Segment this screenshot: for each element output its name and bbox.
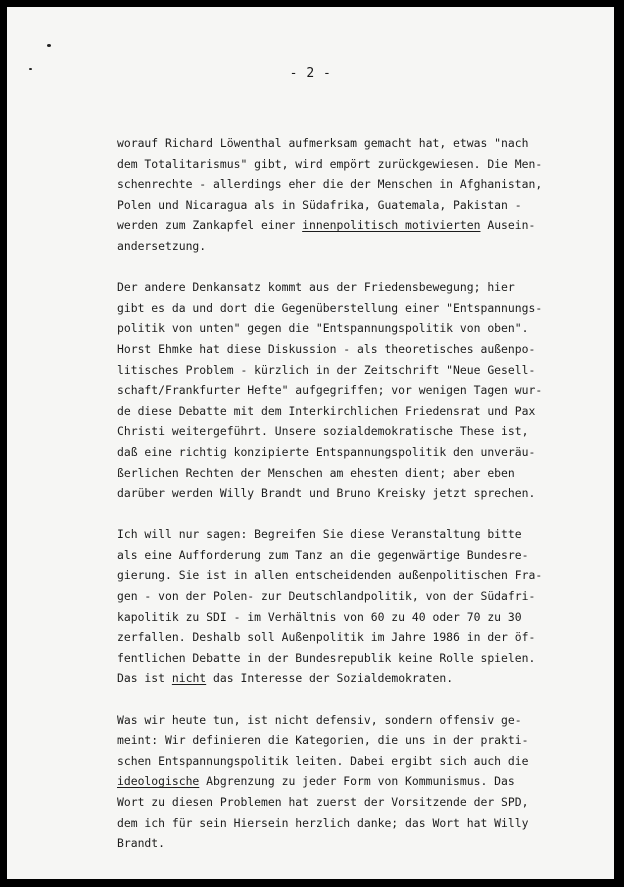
body-text (117, 133, 587, 874)
text-line: de diese Debatte mit dem Interkirchlichen Friedensrat und Pax (117, 403, 536, 418)
paragraph-2 (117, 277, 587, 504)
text-segment: Abgrenzung zu jeder Form von Kommunismus. Das (199, 774, 515, 789)
text-line: ßerlichen Rechten der Menschen am ehesten dient; aber eben (117, 465, 515, 480)
text-line: Wort zu diesen Problemen hat zuerst der Vorsitzende der SPD, (117, 795, 529, 809)
text-segment: Ausein- (480, 218, 536, 233)
text-line: dem Totalitarismus" gibt, wird empört zurückgewiesen. Die Men- (117, 156, 543, 171)
text-segment: Das ist (117, 671, 172, 686)
text-segment: werden zum Zankapfel einer (117, 218, 303, 233)
underlined-text: ideologische (117, 774, 200, 789)
scan-speck (47, 44, 51, 47)
text-line: schen Entspannungspolitik leiten. Dabei ergibt sich auch die (117, 753, 529, 768)
underlined-text: nicht (171, 671, 207, 686)
text-line (117, 668, 587, 689)
text-line: meint: Wir definieren die Kategorien, die uns in der prakti- (117, 733, 529, 748)
paragraph-4 (117, 710, 587, 854)
text-line: Ich will nur sagen: Begreifen Sie diese Veranstaltung bitte (117, 527, 522, 542)
text-line: gen - von der Polen- zur Deutschlandpolitik, von der Südafri- (117, 589, 536, 604)
text-line: andersetzung. (117, 238, 207, 253)
text-line: Christi weitergeführt. Unsere sozialdemokratische These ist, (117, 424, 529, 439)
text-line: kapolitik zu SDI - im Verhältnis von 60 zu 40 oder 70 zu 30 (117, 609, 522, 624)
text-segment: das Interesse der Sozialdemokraten. (206, 671, 454, 686)
text-line (117, 215, 587, 236)
text-line: fentlichen Debatte in der Bundesrepublik keine Rolle spielen. (117, 650, 536, 665)
text-line: litisches Problem - kürzlich in der Zeitschrift "Neue Gesell- (117, 362, 536, 377)
text-line: Horst Ehmke hat diese Diskussion - als theoretisches außenpo- (117, 341, 536, 356)
text-line: daß eine richtig konzipierte Entspannungspolitik den unveräu- (117, 444, 536, 459)
paragraph-1 (117, 133, 587, 257)
text-line: schaft/Frankfurter Hefte" aufgegriffen; vor wenigen Tagen wur- (117, 383, 543, 398)
text-line: dem ich für sein Hiersein herzlich danke; das Wort hat Willy (117, 815, 529, 830)
text-line: worauf Richard Löwenthal aufmerksam gemacht hat, etwas "nach (117, 136, 529, 150)
text-line: gierung. Sie ist in allen entscheidenden außenpolitischen Fra- (117, 568, 543, 583)
text-line: schenrechte - allerdings eher die der Menschen in Afghanistan, (117, 177, 543, 192)
document-page (7, 7, 614, 879)
text-line: Brandt. (117, 836, 166, 851)
text-line: Was wir heute tun, ist nicht defensiv, sondern offensiv ge- (117, 712, 522, 727)
paragraph-3 (117, 524, 587, 689)
text-line (117, 771, 587, 792)
text-line: Der andere Denkansatz kommt aus der Friedensbewegung; hier (117, 280, 515, 295)
text-line: gibt es da und dort die Gegenüberstellung einer "Entspannungs- (117, 300, 543, 315)
text-line: als eine Aufforderung zum Tanz an die gegenwärtige Bundesre- (117, 547, 529, 562)
text-line: Polen und Nicaragua als in Südafrika, Guatemala, Pakistan - (117, 197, 522, 212)
text-line: zerfallen. Deshalb soll Außenpolitik im Jahre 1986 in der öf- (117, 630, 536, 645)
page-number: - 2 - (289, 66, 332, 81)
text-line: politik von unten" gegen die "Entspannungspolitik von oben". (117, 321, 529, 336)
text-line: darüber werden Willy Brandt und Bruno Kreisky jetzt sprechen. (117, 486, 536, 501)
underlined-text: innenpolitisch motivierten (302, 218, 481, 233)
